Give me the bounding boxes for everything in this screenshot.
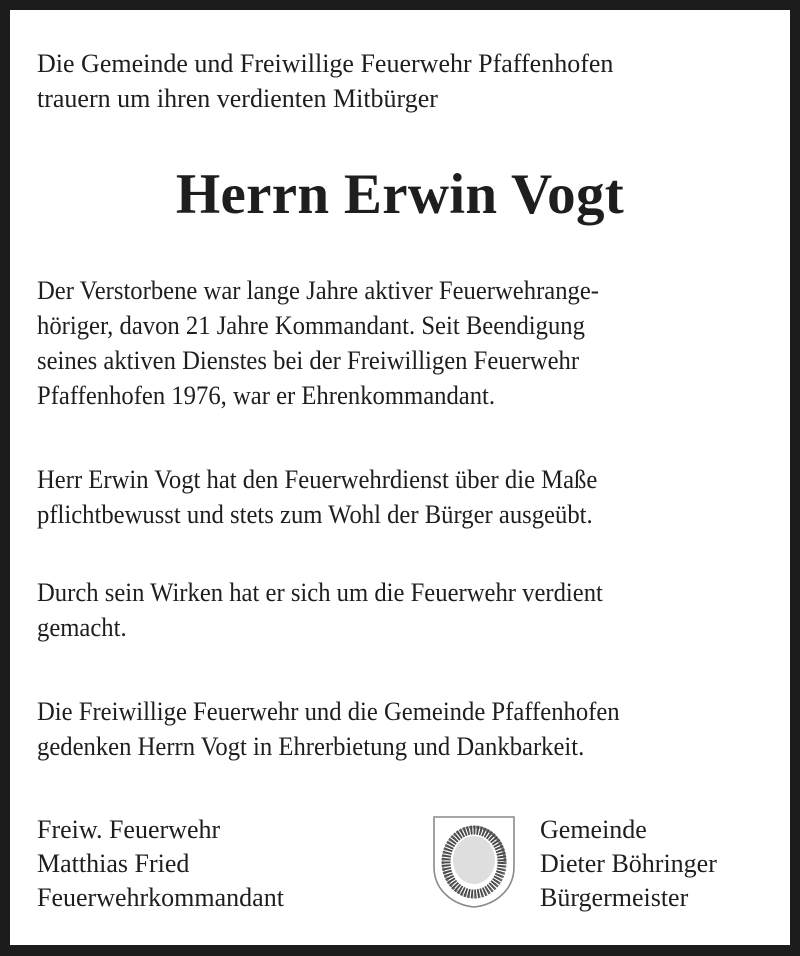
paragraph-line: gedenken Herrn Vogt in Ehrerbietung und Dankbarkeit. [37,731,585,761]
signature-municipality [540,813,717,915]
paragraph-service [37,273,599,413]
paragraph-line: höriger, davon 21 Jahre Kommandant. Seit Beendigung [37,310,585,340]
coat-of-arms-icon [432,815,516,909]
signature-role: Bürgermeister [540,883,689,912]
obituary-notice [10,10,790,945]
paragraph-line: Durch sein Wirken hat er sich um die Feuerwehr verdient [37,577,603,607]
intro-line: Die Gemeinde und Freiwillige Feuerwehr Pfaffenhofen [37,49,614,78]
paragraph-line: pflichtbewusst und stets zum Wohl der Bürger ausgeübt. [37,499,593,529]
signature-organization: Freiw. Feuerwehr [37,815,221,844]
paragraph-remembrance [37,694,620,764]
signature-fire-brigade [37,813,284,915]
paragraph-merit [37,575,603,645]
deceased-name: Herrn Erwin Vogt [175,163,625,226]
signature-person: Dieter Böhringer [540,849,717,878]
paragraph-line: Pfaffenhofen 1976, war er Ehrenkommandant. [37,380,496,410]
intro-text [37,46,613,116]
signature-person: Matthias Fried [37,849,190,878]
paragraph-duty [37,462,597,532]
paragraph-line: Herr Erwin Vogt hat den Feuerwehrdienst über die Maße [37,464,598,494]
signature-organization: Gemeinde [540,815,647,844]
paragraph-line: seines aktiven Dienstes bei der Freiwilligen Feuerwehr [37,345,580,375]
intro-line: trauern um ihren verdienten Mitbürger [37,84,438,113]
paragraph-line: Der Verstorbene war lange Jahre aktiver Feuerwehrange- [37,275,600,305]
paragraph-line: Die Freiwillige Feuerwehr und die Gemeinde Pfaffenhofen [37,696,620,726]
signature-role: Feuerwehrkommandant [37,883,284,912]
paragraph-line: gemacht. [37,612,127,642]
